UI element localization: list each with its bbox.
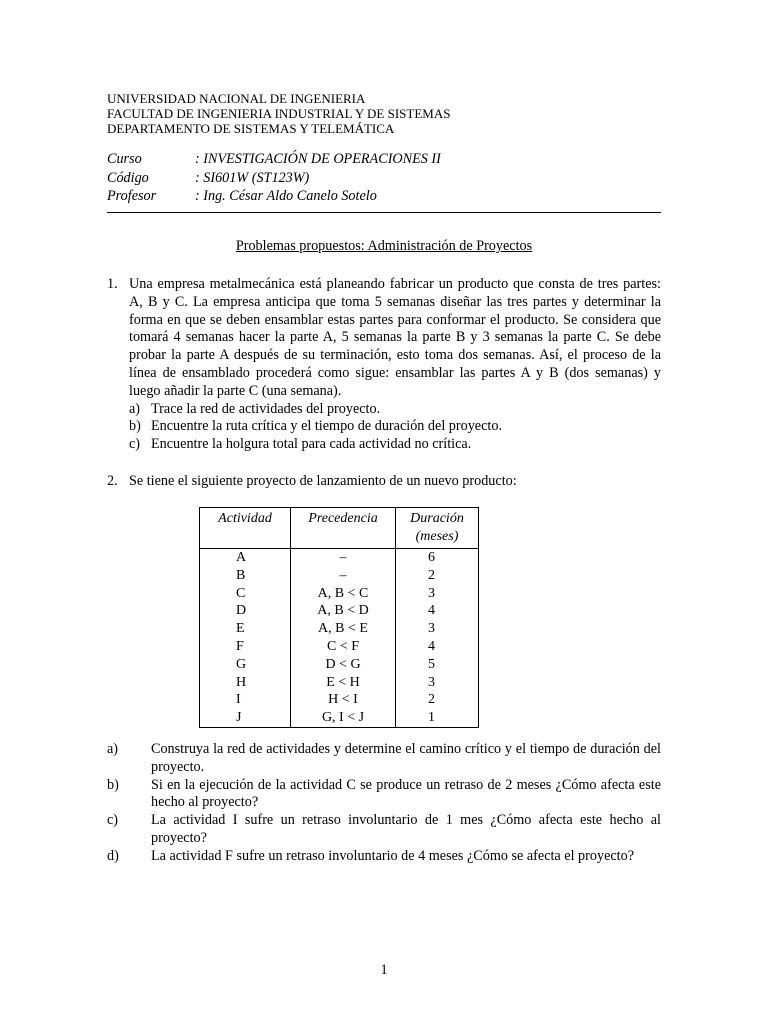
cell-duration: 6: [396, 549, 479, 567]
cell-precedence: E < H: [291, 674, 396, 692]
item-letter: b): [107, 776, 119, 793]
department-name: DEPARTAMENTO DE SISTEMAS Y TELEMÁTICA: [107, 121, 395, 136]
course-label: Curso: [107, 151, 142, 167]
item-text: Encuentre la ruta crítica y el tiempo de duración del proyecto.: [151, 418, 502, 435]
cell-precedence: C < F: [291, 638, 396, 656]
table-row: [200, 674, 479, 692]
item-text: La actividad I sufre un retraso involuntario de 1 mes ¿Cómo afecta este hecho al proyecto?: [151, 812, 661, 846]
problem-1-item-c: [129, 436, 661, 454]
table-row: [200, 691, 479, 709]
problem-2-item-d: [107, 848, 661, 866]
document-title-text: Problemas propuestos: Administración de Proyectos: [235, 238, 533, 254]
cell-duration: 3: [396, 674, 479, 692]
cell-precedence: –: [291, 549, 396, 567]
table-header-row: [200, 508, 479, 549]
item-text: Trace la red de actividades del proyecto.: [151, 400, 381, 417]
item-letter: c): [129, 436, 141, 453]
cell-activity: A: [200, 549, 291, 567]
table-row: [200, 638, 479, 656]
professor-row: [107, 187, 441, 206]
item-text: Encuentre la holgura total para cada actividad no crítica.: [151, 436, 472, 453]
table-row: [200, 656, 479, 674]
item-letter: b): [129, 418, 141, 435]
cell-precedence: G, I < J: [291, 709, 396, 727]
faculty-name: FACULTAD DE INGENIERIA INDUSTRIAL Y DE SISTEMAS: [107, 106, 451, 121]
table-row: [200, 620, 479, 638]
cell-activity: E: [200, 620, 291, 638]
problem-2-text: Se tiene el siguiente proyecto de lanzamiento de un nuevo producto:: [129, 473, 517, 489]
header-divider: [107, 212, 661, 213]
problem-1-text: Una empresa metalmecánica está planeando fabricar un producto que consta de tres partes: A, B y C. La empresa anticipa que toma 5 semanas diseñar las tres partes y determinar la forma en que se deben ensamblar estas partes para conformar el producto. Se considera que tomará 4 semanas hacer la parte A, 5 semanas la parte B y 3 semanas la parte C. Se debe probar la parte A después de su terminación, esto toma dos semanas. Así, el proceso de la línea de ensamblado procederá como sigue: ensamblar las partes A y B (dos semanas) y luego añadir la parte C (una semana).: [129, 276, 661, 399]
cell-activity: I: [200, 691, 291, 709]
header-precedence: Precedencia: [291, 508, 396, 549]
item-letter: a): [129, 400, 141, 417]
institution-header: [107, 91, 450, 136]
problem-2-item-a: [107, 741, 661, 777]
cell-activity: B: [200, 567, 291, 585]
problem-2-questions: [107, 741, 661, 866]
problem-2-number: 2.: [107, 473, 118, 489]
page-number: 1: [380, 962, 388, 978]
header-duration: Duración (meses): [396, 508, 479, 549]
cell-activity: J: [200, 709, 291, 727]
table-row: [200, 602, 479, 620]
code-label: Código: [107, 169, 149, 186]
cell-duration: 4: [396, 638, 479, 656]
problem-1: [107, 276, 661, 454]
table-row: [200, 585, 479, 603]
cell-activity: G: [200, 656, 291, 674]
problem-1-number: 1.: [107, 276, 118, 292]
table-row: [200, 549, 479, 567]
table-row: [200, 567, 479, 585]
item-letter: a): [107, 741, 119, 757]
cell-duration: 5: [396, 656, 479, 674]
cell-activity: H: [200, 674, 291, 692]
problem-2-item-c: [107, 812, 661, 848]
header-activity: Actividad: [200, 508, 291, 549]
code-value: : SI601W (ST123W): [195, 169, 310, 186]
code-row: [107, 169, 441, 188]
cell-precedence: A, B < C: [291, 585, 396, 603]
document-title: [107, 238, 661, 256]
cell-duration: 3: [396, 620, 479, 638]
item-text: Construya la red de actividades y determine el camino crítico y el tiempo de duración del proyecto.: [151, 741, 661, 775]
cell-duration: 3: [396, 585, 479, 603]
cell-duration: 1: [396, 709, 479, 727]
cell-precedence: H < I: [291, 691, 396, 709]
cell-activity: D: [200, 602, 291, 620]
problem-2: [107, 473, 661, 491]
cell-precedence: –: [291, 567, 396, 585]
problem-1-item-b: [129, 418, 661, 436]
item-letter: d): [107, 847, 119, 864]
cell-duration: 4: [396, 602, 479, 620]
item-text: Si en la ejecución de la actividad C se produce un retraso de 2 meses ¿Cómo afecta este hecho al proyecto?: [151, 776, 661, 811]
project-activities-table: [199, 507, 479, 728]
table-row: [200, 709, 479, 727]
course-info: [107, 150, 441, 206]
cell-activity: F: [200, 638, 291, 656]
cell-activity: C: [200, 585, 291, 603]
professor-label: Profesor: [107, 188, 157, 204]
cell-precedence: A, B < D: [291, 602, 396, 620]
cell-duration: 2: [396, 567, 479, 585]
course-value: : INVESTIGACIÓN DE OPERACIONES II: [195, 151, 441, 167]
cell-duration: 2: [396, 691, 479, 709]
problem-1-item-a: [129, 401, 661, 419]
university-name: UNIVERSIDAD NACIONAL DE INGENIERIA: [107, 91, 366, 106]
cell-precedence: A, B < E: [291, 620, 396, 638]
item-text: La actividad F sufre un retraso involuntario de 4 meses ¿Cómo se afecta el proyecto?: [151, 847, 634, 864]
professor-value: : Ing. César Aldo Canelo Sotelo: [195, 188, 377, 204]
problem-2-item-b: [107, 777, 661, 813]
course-row: [107, 150, 441, 169]
item-letter: c): [107, 812, 119, 829]
cell-precedence: D < G: [291, 656, 396, 674]
